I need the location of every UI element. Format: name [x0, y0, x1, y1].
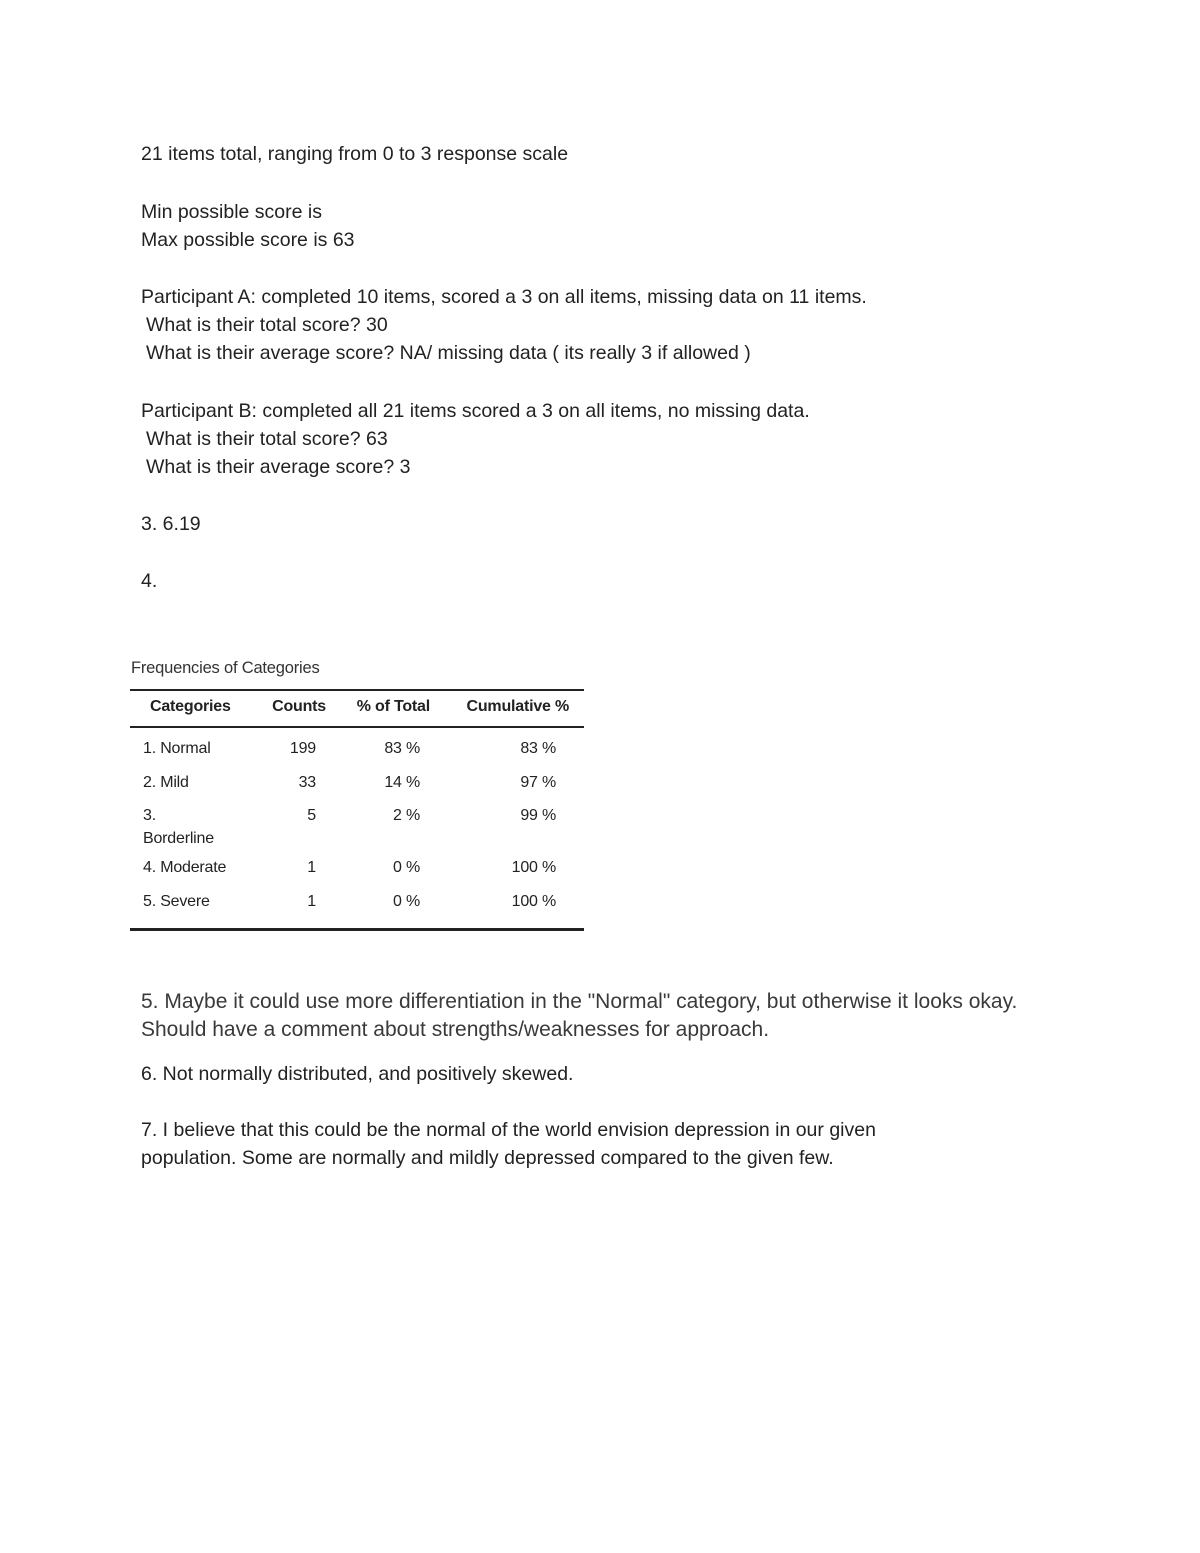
cell-cumulative: 83 % — [520, 740, 556, 757]
answer-7-paragraph: 7. I believe that this could be the normal of the world envision depression in our given population. Some are normally and mildly depressed compared to the given few. — [141, 1119, 876, 1169]
text-line-participant-b: Participant B: completed all 21 items scored a 3 on all items, no missing data. — [141, 400, 810, 422]
cell-count: 5 — [307, 807, 316, 824]
text-line-participant-b-total: What is their total score? 63 — [146, 428, 388, 450]
cell-category: 1. Normal — [143, 740, 211, 757]
cell-percent: 14 % — [384, 774, 420, 791]
cell-count: 199 — [289, 740, 316, 757]
text-line-participant-b-average: What is their average score? 3 — [146, 456, 411, 478]
cell-count: 1 — [307, 859, 316, 876]
cell-percent: 2 % — [393, 807, 420, 824]
cell-cumulative: 100 % — [511, 893, 556, 910]
text-line-participant-a: Participant A: completed 10 items, scored a 3 on all items, missing data on 11 items. — [141, 286, 867, 308]
text-line-answer-3: 3. 6.19 — [141, 513, 201, 535]
table-title: Frequencies of Categories — [131, 659, 320, 677]
cell-category: 3. — [143, 807, 156, 824]
cell-category: 5. Severe — [143, 893, 210, 910]
header-percent-total: % of Total — [356, 698, 430, 715]
text-line-participant-a-average: What is their average score? NA/ missing data ( its really 3 if allowed ) — [146, 342, 751, 364]
header-counts: Counts — [272, 698, 326, 715]
text-line-max-score: Max possible score is 63 — [141, 229, 355, 251]
cell-category: 2. Mild — [143, 774, 189, 791]
cell-cumulative: 97 % — [520, 774, 556, 791]
table-top-rule — [130, 689, 584, 691]
cell-percent: 0 % — [393, 893, 420, 910]
text-line-items-total: 21 items total, ranging from 0 to 3 response scale — [141, 143, 569, 165]
text-line-answer-4: 4. — [141, 570, 158, 592]
header-cumulative: Cumulative % — [466, 698, 569, 715]
table-bottom-rule — [130, 928, 584, 931]
cell-category-continued: Borderline — [143, 830, 214, 847]
text-line-participant-a-total: What is their total score? 30 — [146, 314, 388, 336]
cell-cumulative: 99 % — [520, 807, 556, 824]
answer-6-paragraph: 6. Not normally distributed, and positively skewed. — [141, 1063, 574, 1085]
answer-5-paragraph: 5. Maybe it could use more differentiation in the "Normal" category, but otherwise it looks okay. Should have a comment about strengths/weaknesses for approach. — [141, 990, 1018, 1041]
cell-percent: 83 % — [384, 740, 420, 757]
cell-category: 4. Moderate — [143, 859, 227, 876]
table-header-rule — [130, 726, 584, 728]
cell-count: 1 — [307, 893, 316, 910]
cell-count: 33 — [298, 774, 316, 791]
header-categories: Categories — [150, 698, 231, 715]
cell-cumulative: 100 % — [511, 859, 556, 876]
cell-percent: 0 % — [393, 859, 420, 876]
text-line-min-score: Min possible score is — [141, 201, 322, 223]
